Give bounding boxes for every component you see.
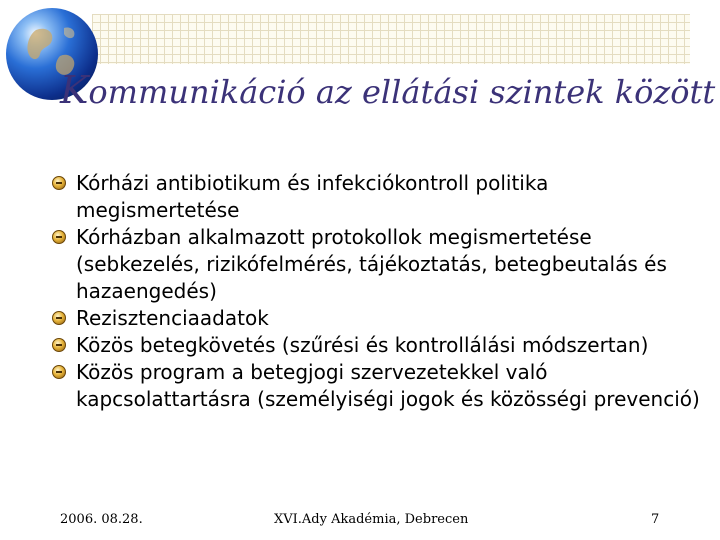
bullet-text: Kórházban alkalmazott protokollok megismertetése (sebkezelés, rizikófelmérés, tájékoztatás, betegbeutalás és hazaengedés) bbox=[76, 225, 667, 303]
bullet-item bbox=[50, 224, 700, 305]
bullet-text: Közös betegkövetés (szűrési és kontrollálási módszertan) bbox=[76, 333, 649, 357]
title-rest: ommunikáció az ellátási szintek között bbox=[88, 73, 716, 111]
bullet-item bbox=[50, 332, 700, 359]
header-grid-pattern bbox=[92, 14, 690, 64]
bullet-icon bbox=[52, 365, 66, 379]
bullet-text: Közös program a betegjogi szervezetekkel való kapcsolattartásra (személyiségi jogok és közösségi prevenció) bbox=[76, 360, 700, 411]
footer-event: XVI.Ady Akadémia, Debrecen bbox=[274, 512, 469, 527]
bullet-item bbox=[50, 170, 700, 224]
bullet-icon bbox=[52, 338, 66, 352]
bullet-item bbox=[50, 305, 700, 332]
slide-title bbox=[60, 68, 715, 112]
bullet-icon bbox=[52, 176, 66, 190]
bullet-icon bbox=[52, 311, 66, 325]
footer-date: 2006. 08.28. bbox=[60, 512, 143, 527]
title-initial: K bbox=[60, 68, 89, 112]
bullet-item bbox=[50, 359, 700, 413]
bullet-icon bbox=[52, 230, 66, 244]
bullet-text: Kórházi antibiotikum és infekciókontroll politika megismertetése bbox=[76, 171, 549, 222]
bullet-list bbox=[50, 170, 700, 413]
bullet-text: Rezisztenciaadatok bbox=[76, 306, 269, 330]
page-number: 7 bbox=[651, 512, 660, 527]
